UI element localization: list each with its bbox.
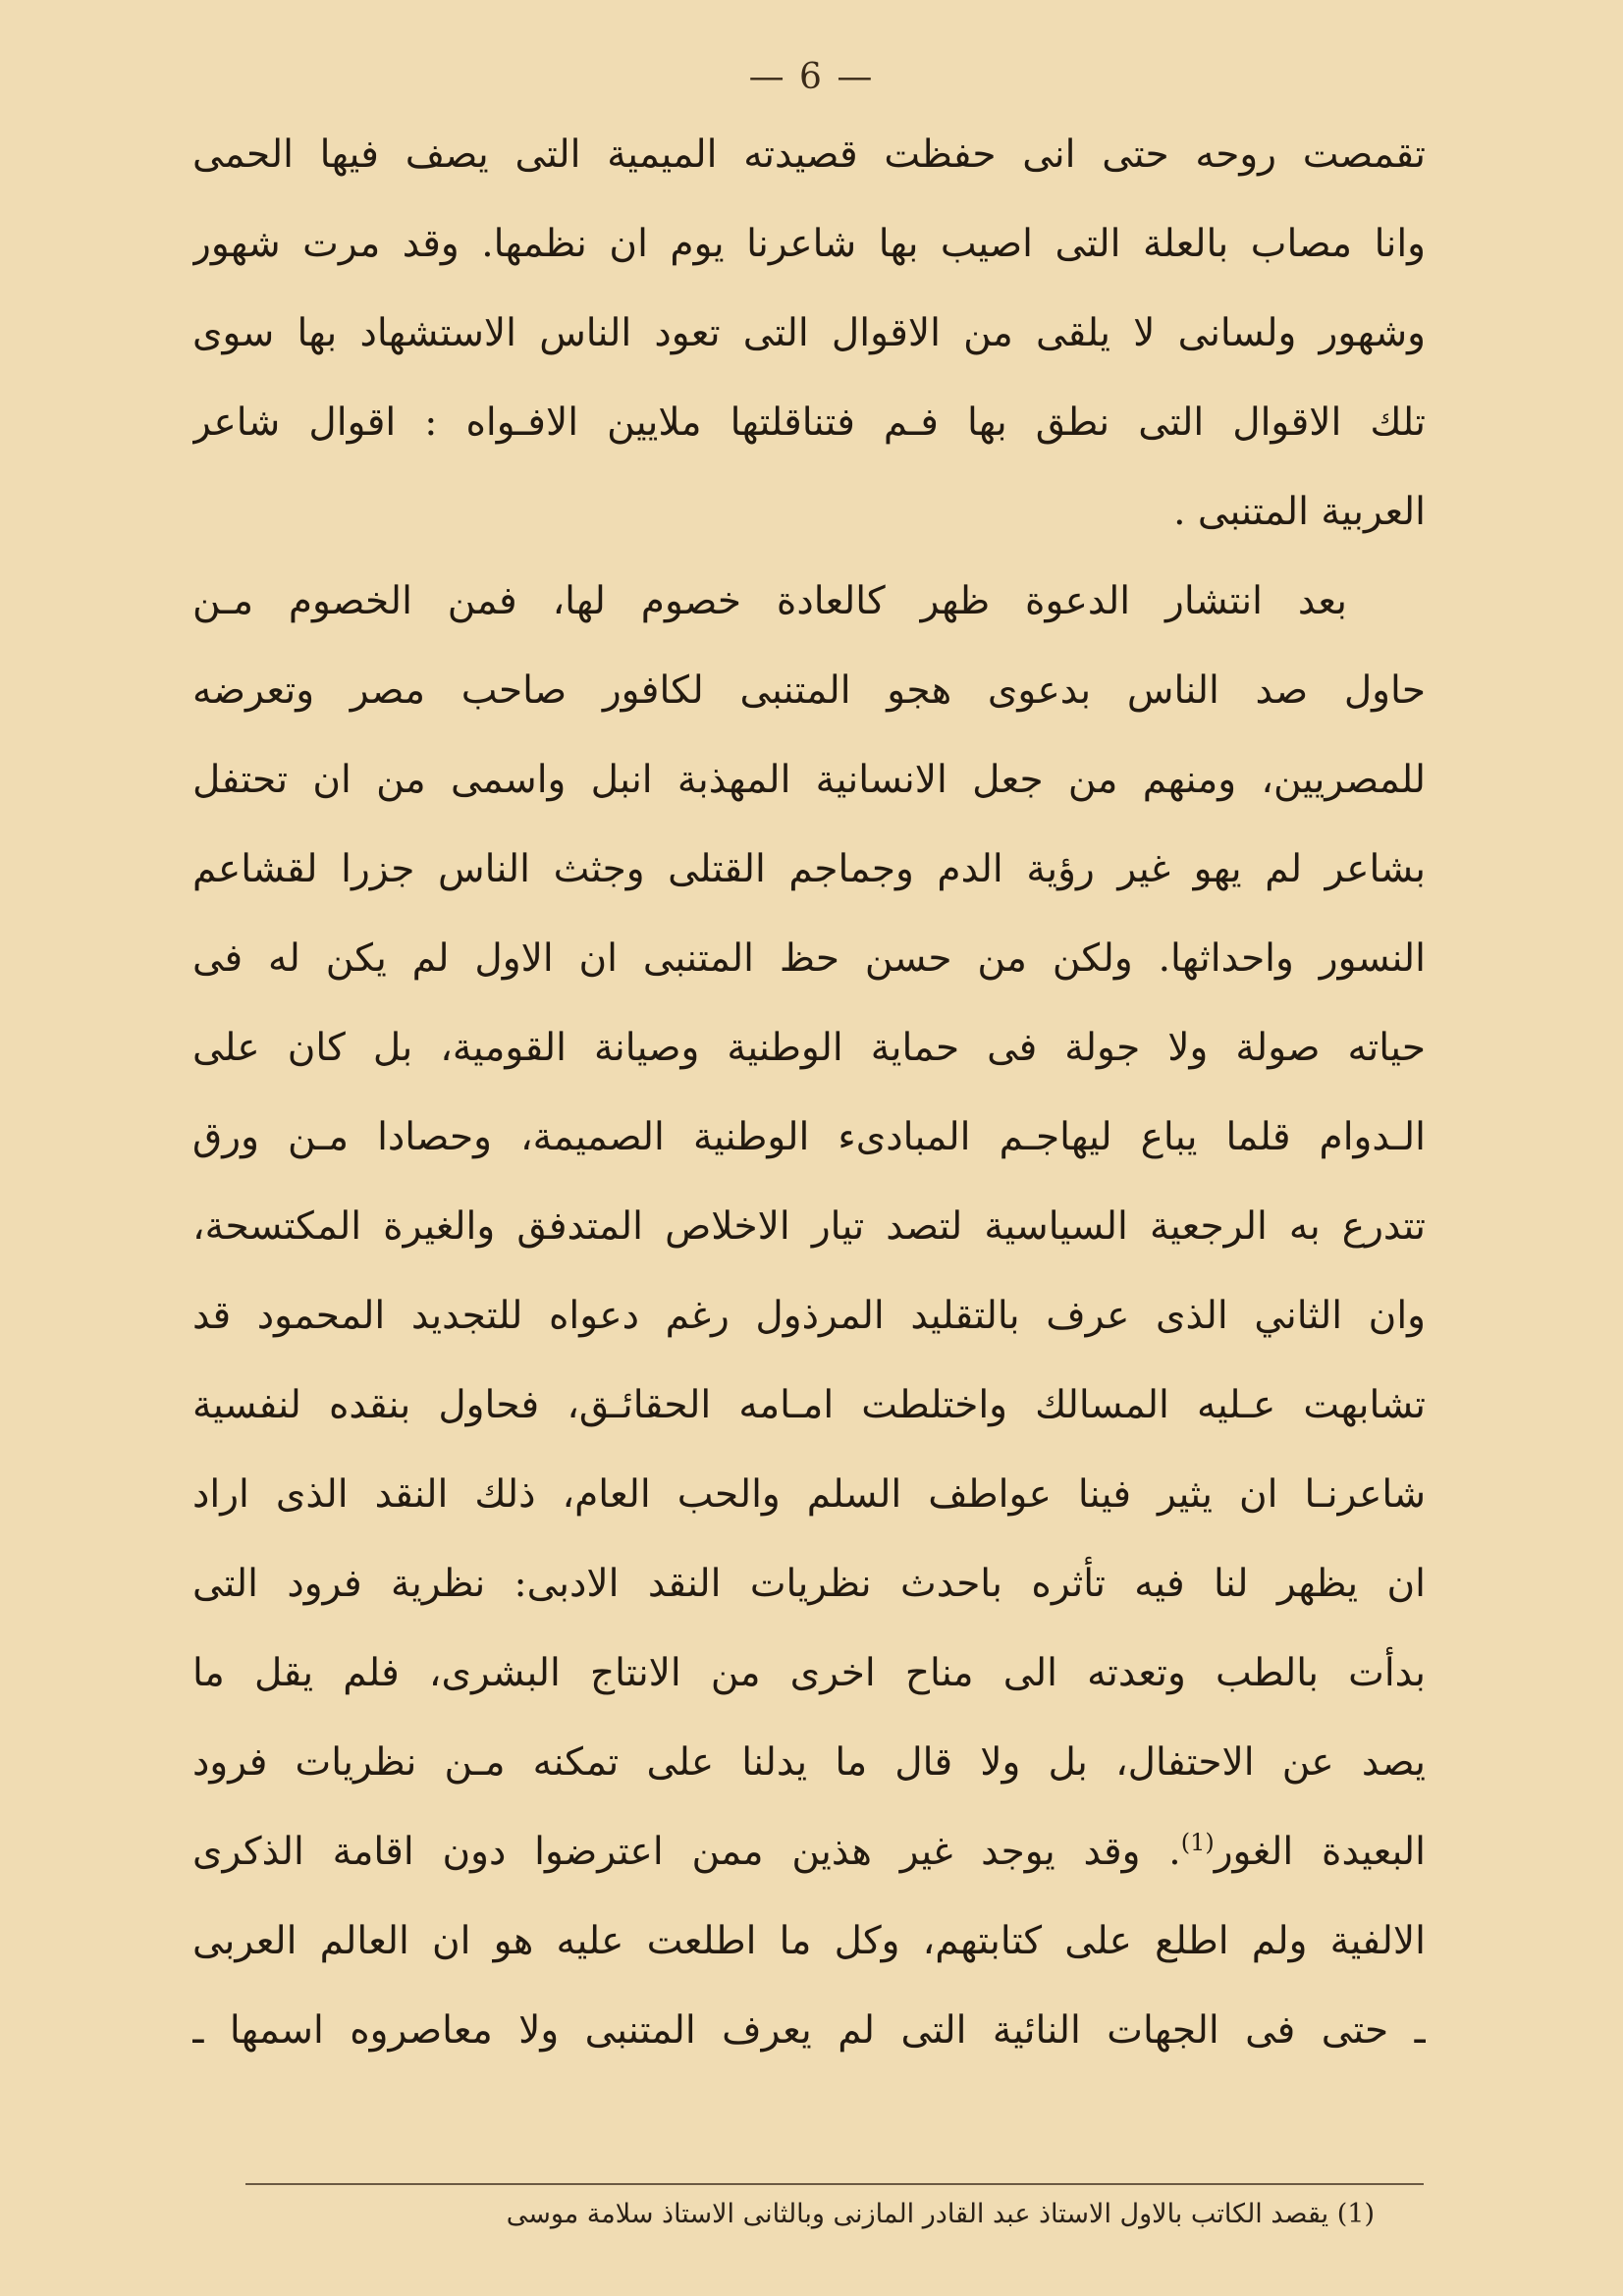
text-line: شاعرنـا ان يثير فينا عواطف السلم والحب العام، ذلك النقد الذى اراد [192,1472,1426,1517]
text-line: يصد عن الاحتفال، بل ولا قال ما يدلنا على تمكنه مـن نظريات فرود [192,1740,1426,1785]
text-line-with-footnote [192,1807,1426,1896]
text-line: العربية المتنبى . [1173,490,1426,534]
text-line: تقمصت روحه حتى انى حفظت قصيدته الميمية التى يصف فيها الحمى [192,133,1426,177]
text-fragment: البعيدة الغور [1214,1830,1426,1874]
text-line: وان الثاني الذى عرف بالتقليد المرذول رغم دعواه للتجديد المحمود قد [192,1294,1426,1338]
footnote: (1) يقصد الكاتب بالاول الاستاذ عبد القادر المازنى وبالثانى الاستاذ سلامة موسى [506,2199,1375,2229]
footnote-marker[interactable]: (1) [1180,1829,1215,1856]
text-line: تشابهت عـليه المسالك واختلطت امـامه الحقائـق، فحاول بنقده لنفسية [192,1383,1426,1427]
text-line: تتدرع به الرجعية السياسية لتصد تيار الاخلاص المتدفق والغيرة المكتسحة، [192,1204,1426,1249]
text-line: للمصريين، ومنهم من جعل الانسانية المهذبة انبل واسمى من ان تحتفل [192,758,1426,802]
text-line: بشاعر لم يهو غير رؤية الدم وجماجم القتلى وجثث الناس جزرا لقشاعم [192,847,1426,891]
footnote-divider [245,2183,1424,2185]
text-line: الـدوام قلما يباع ليهاجـم المبادىء الوطنية الصميمة، وحصادا مـن ورق [192,1115,1426,1159]
text-line: بدأت بالطب وتعدته الى مناح اخرى من الانتاج البشرى، فلم يقل ما [192,1651,1426,1695]
text-line: حاول صد الناس بدعوى هجو المتنبى لكافور صاحب مصر وتعرضه [192,668,1426,713]
body-text [192,110,1426,2075]
text-line: بعد انتشار الدعوة ظهر كالعادة خصوم لها، فمن الخصوم مـن [192,579,1347,623]
page-number: — 6 — [748,57,875,97]
text-line: ـ حتى فى الجهات النائية التى لم يعرف المتنبى ولا معاصروه اسمها ـ [192,2008,1426,2053]
text-fragment: . وقد يوجد غير هذين ممن اعترضوا دون اقامة الذكرى [192,1830,1181,1874]
text-line: حياته صولة ولا جولة فى حماية الوطنية وصيانة القومية، بل كان على [192,1026,1426,1070]
text-line: وانا مصاب بالعلة التى اصيب بها شاعرنا يوم ان نظمها. وقد مرت شهور [192,222,1426,266]
text-line: ان يظهر لنا فيه تأثره باحدث نظريات النقد الادبى: نظرية فرود التى [192,1562,1426,1606]
text-line: الالفية ولم اطلع على كتابتهم، وكل ما اطلعت عليه هو ان العالم العربى [192,1919,1426,1963]
text-line: النسور واحداثها. ولكن من حسن حظ المتنبى ان الاول لم يكن له فى [192,936,1426,981]
text-line: تلك الاقوال التى نطق بها فـم فتناقلتها ملايين الافـواه : اقوال شاعر [192,400,1426,445]
text-line: وشهور ولسانى لا يلقى من الاقوال التى تعود الناس الاستشهاد بها سوى [192,311,1426,355]
